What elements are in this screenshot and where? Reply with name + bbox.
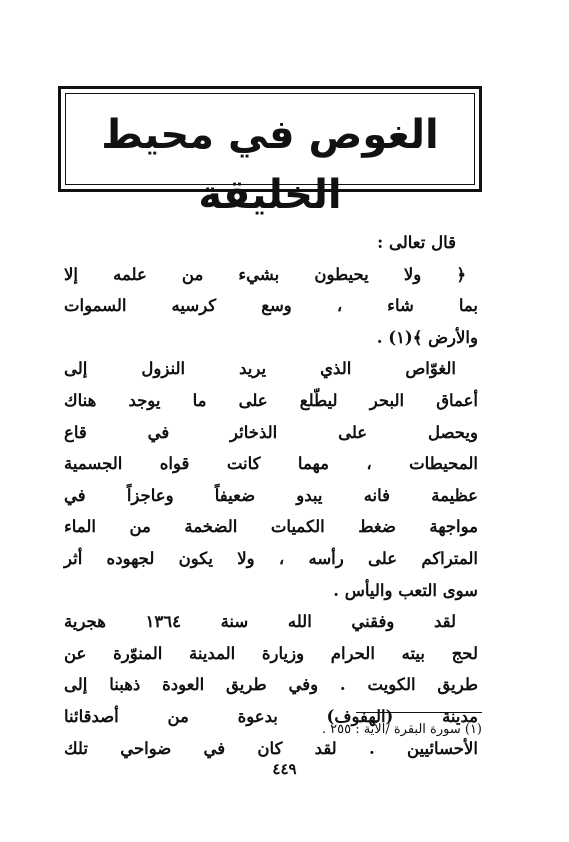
text-line: الغوّاص الذي يريد النزول إلى	[64, 359, 456, 379]
text-line: ويحصل على الذخائر في قاع	[64, 422, 478, 442]
text-line: طريق الكويت . وفي طريق العودة ذهبنا إلى	[64, 675, 478, 695]
text-line: المتراكم على رأسه ، ولا يكون لجهوده أثر	[64, 548, 478, 568]
text-line: لقد وفقني الله سنة ١٣٦٤ هجرية	[64, 612, 456, 632]
body-text	[64, 227, 478, 764]
text-line: مدينة (الهفوف) بدعوة من أصدقائنا	[64, 706, 478, 726]
text-line: أعماق البحر ليطّلع على ما يوجد هناك	[64, 390, 478, 410]
text-line: ﴿ ولا يحيطون بشيء من علمه إلا	[64, 264, 466, 284]
text-line: قال تعالى :	[377, 233, 456, 252]
footnote-divider	[356, 712, 482, 713]
text-line: المحيطات ، مهما كانت قواه الجسمية	[64, 454, 478, 474]
title-frame	[58, 86, 482, 218]
text-line: سوى التعب واليأس .	[333, 580, 478, 600]
chapter-title: الغوص في محيط الخليقة	[101, 112, 439, 218]
text-line: والأرض ﴾(١) .	[376, 327, 478, 347]
footnote: (١) سورة البقرة /الآية : ٢٥٥ .	[321, 722, 482, 737]
text-line: لحج بيته الحرام وزيارة المدينة المنوّرة عن	[64, 643, 478, 663]
text-line: مواجهة ضغط الكميات الضخمة من الماء	[64, 517, 478, 537]
page-number: ٤٤٩	[272, 760, 297, 778]
text-line: عظيمة فانه يبدو ضعيفاً وعاجزاً في	[64, 485, 478, 505]
text-line: الأحسائيين . لقد كان في ضواحي تلك	[64, 738, 478, 758]
text-line: بما شاء ، وسع كرسيه السموات	[64, 296, 478, 316]
